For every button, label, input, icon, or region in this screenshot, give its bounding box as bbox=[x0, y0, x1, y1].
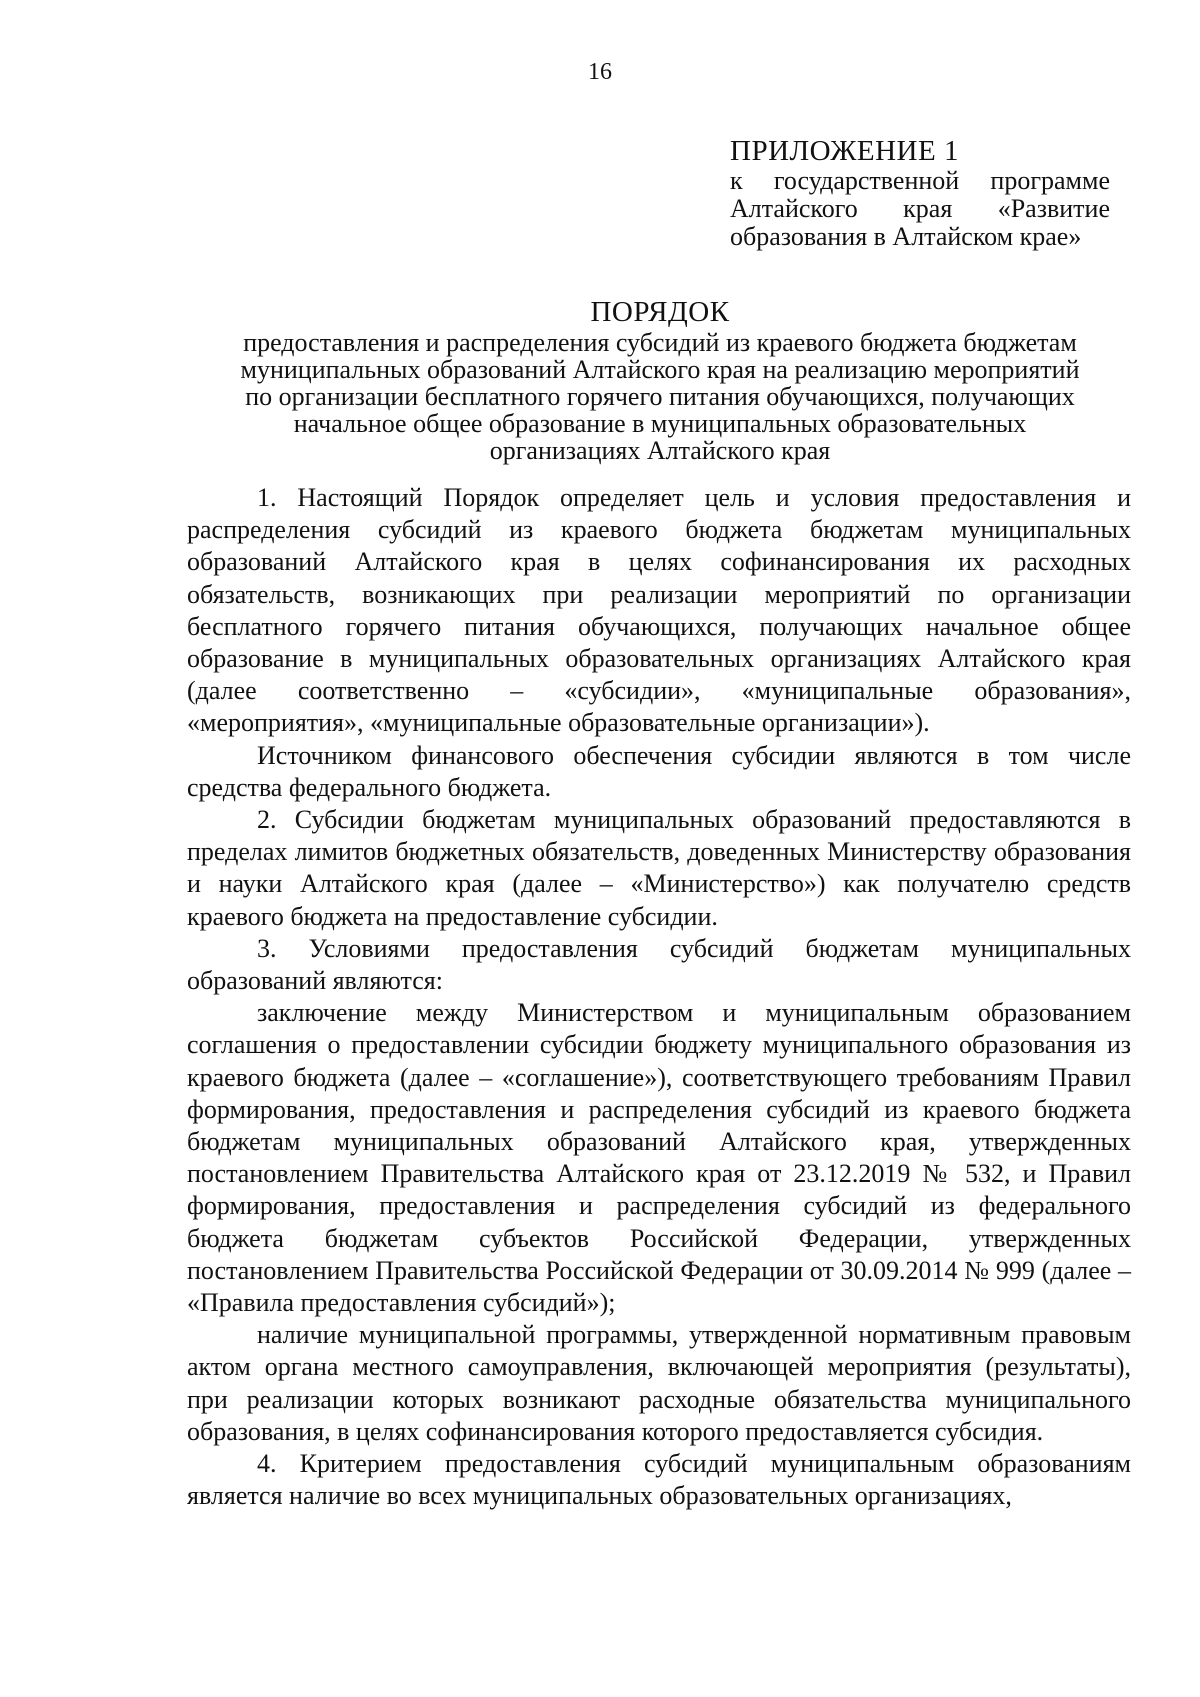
appendix-line: образования в Алтайском крае» bbox=[730, 222, 1082, 251]
heading-title: ПОРЯДОК bbox=[590, 296, 730, 328]
page-number: 16 bbox=[588, 59, 612, 85]
heading-subtitle-line: по организации бесплатного горячего питания обучающихся, получающих bbox=[245, 382, 1075, 411]
heading-subtitle-line: муниципальных образований Алтайского края на реализацию мероприятий bbox=[240, 355, 1080, 384]
paragraph: 1. Настоящий Порядок определяет цель и условия предоставления и распределения субсидий из краевого бюджета бюджетам муниципальных образований Алтайского края в целях софинансирования их расходных обязательств, возникающих при реализации мероприятий по организации бесплатного горячего питания обучающихся, получающих начальное общее образование в муниципальных образовательных организациях Алтайского края (далее соответственно – «субсидии», «муниципальные образования», «мероприятия», «муниципальные образовательные организации»). bbox=[187, 483, 1131, 738]
document-body bbox=[187, 482, 1131, 1513]
appendix-line: Алтайского края «Развитие bbox=[730, 194, 1110, 223]
appendix-title: ПРИЛОЖЕНИЕ 1 bbox=[730, 135, 959, 167]
paragraph: 2. Субсидии бюджетам муниципальных образований предоставляются в пределах лимитов бюджетных обязательств, доведенных Министерству образования и науки Алтайского края (далее – «Министерство») как получателю средств краевого бюджета на предоставление субсидии. bbox=[187, 805, 1131, 931]
document-heading bbox=[180, 295, 1140, 464]
paragraph: 3. Условиями предоставления субсидий бюджетам муниципальных образований являются: bbox=[187, 933, 1131, 996]
paragraph: Источником финансового обеспечения субсидии являются в том числе средства федерального бюджета. bbox=[187, 740, 1131, 802]
heading-subtitle-line: начальное общее образование в муниципальных образовательных bbox=[293, 409, 1027, 438]
paragraph: 4. Критерием предоставления субсидий муниципальным образованиям является наличие во всех муниципальных образовательных организациях, bbox=[187, 1449, 1131, 1511]
heading-subtitle-line: предоставления и распределения субсидий из краевого бюджета бюджетам bbox=[243, 328, 1077, 357]
paragraph: наличие муниципальной программы, утвержденной нормативным правовым актом органа местного самоуправления, включающей мероприятия (результаты), при реализации которых возникают расходные обязательства муниципального образования, в целях софинансирования которого предоставляется субсидия. bbox=[187, 1320, 1131, 1446]
appendix-block bbox=[730, 135, 1110, 251]
heading-subtitle-line: организациях Алтайского края bbox=[489, 436, 831, 465]
paragraph: заключение между Министерством и муниципальным образованием соглашения о предоставлении субсидии бюджету муниципального образования из краевого бюджета (далее – «соглашение»), соответствующего требованиям Правил формирования, предоставления и распределения субсидий из краевого бюджета бюджетам муниципальных образований Алтайского края, утвержденных постановлением Правительства Алтайского края от 23.12.2019 № 532, и Правил формирования, предоставления и распределения субсидий из федерального бюджета бюджетам субъектов Российской Федерации, утвержденных постановлением Правительства Российской Федерации от 30.09.2014 № 999 (далее – «Правила предоставления субсидий»); bbox=[187, 998, 1131, 1318]
appendix-line: к государственной программе bbox=[730, 166, 1110, 195]
